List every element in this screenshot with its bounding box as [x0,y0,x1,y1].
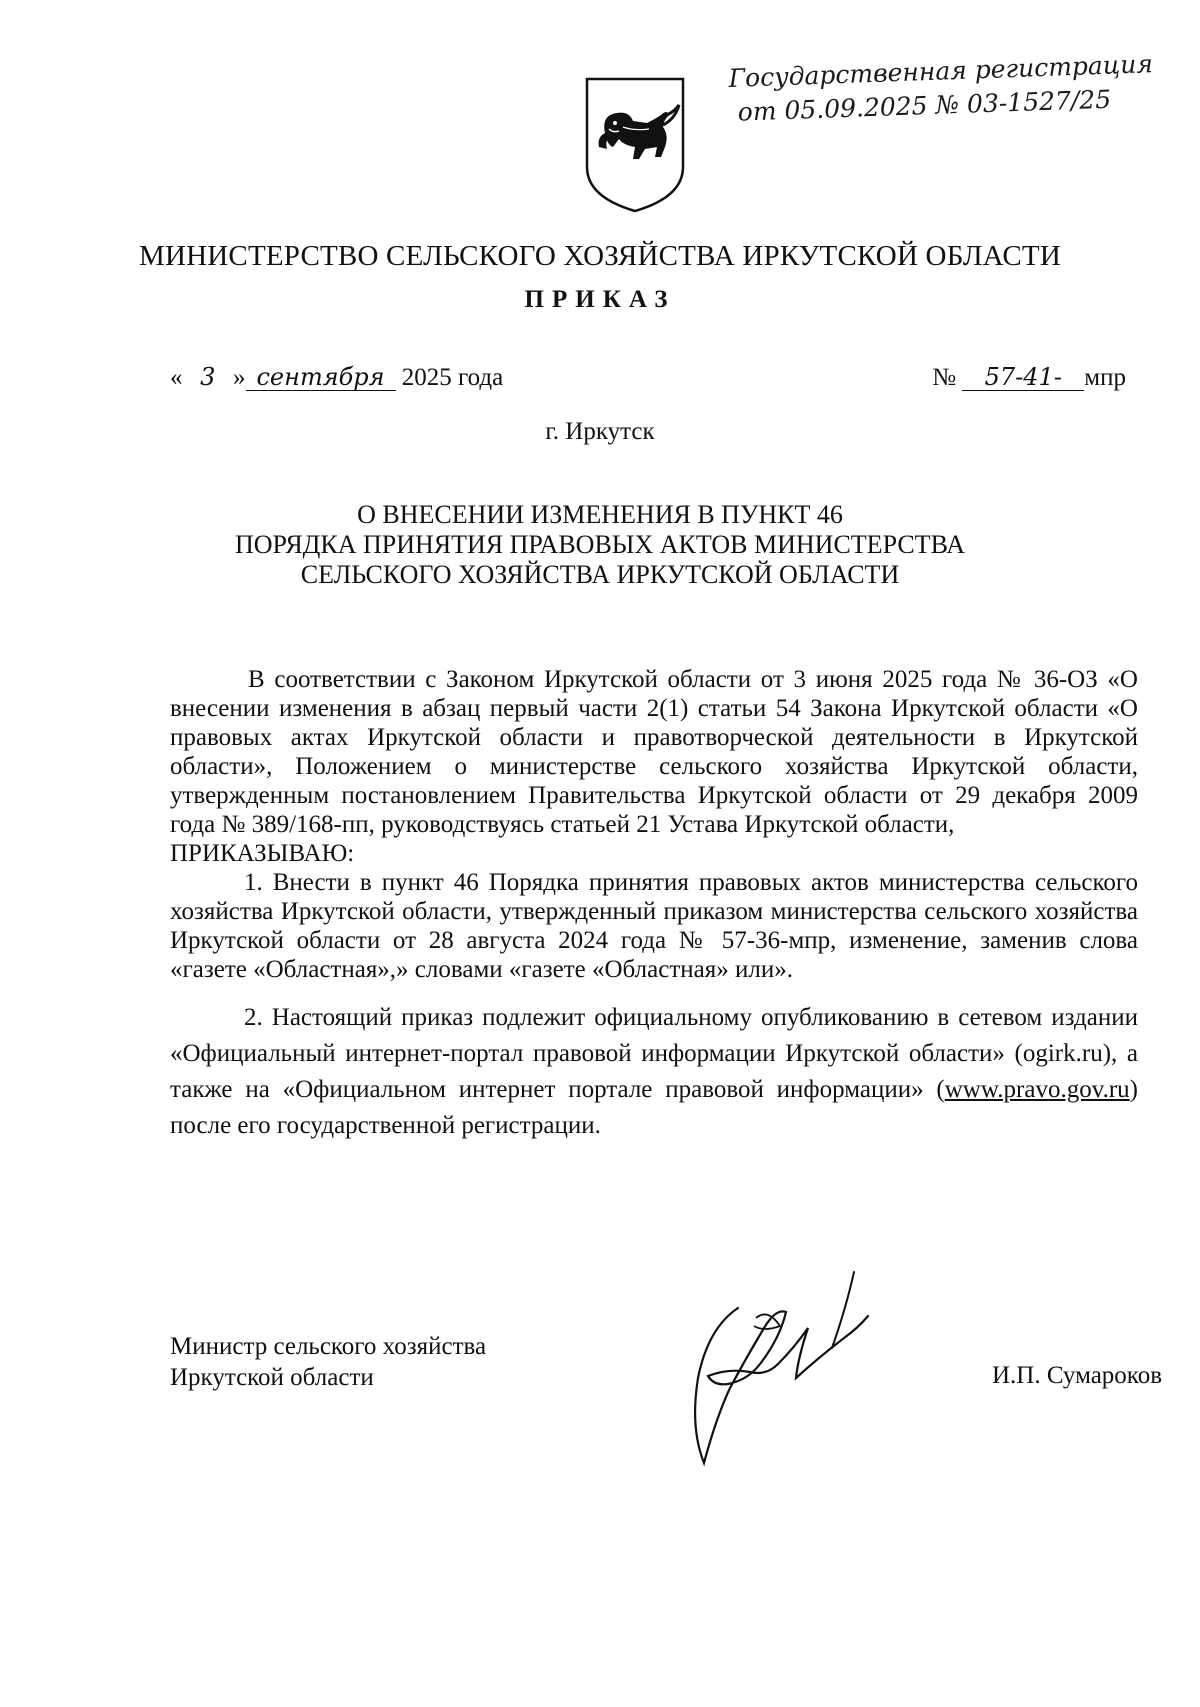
handwritten-signature-icon [668,1268,878,1468]
item-1: 1. Внести в пункт 46 Порядка принятия правовых актов министерства сельского хозяйства Иркутской области, утвержденный приказом министерства сельского хозяйства Иркутской области от 28 августа 2024 года № 57-36-мпр, изменение, заменив слова «газете «Областная»,» словами «газете «Областная» или». [170,869,1138,983]
number-suffix: мпр [1084,364,1126,391]
pravo-gov-link[interactable]: www.pravo.gov.ru [944,1076,1130,1103]
registration-note-line2: от 05.09.2025 № 03-1527/25 [737,84,1112,127]
quote-close: » [233,364,246,391]
signer-name: И.П. Сумароков [991,1362,1162,1389]
order-body [170,665,1138,1144]
item-2-text-b: ) после его государственной регистрации. [170,1076,1138,1139]
order-number [932,364,1126,392]
order-word: ПРИКАЗЫВАЮ: [170,840,355,867]
number-prefix: № [932,364,957,391]
order-subject [0,500,1200,590]
signer-title [170,1331,486,1393]
item-2 [170,1000,1138,1144]
subject-line1: О ВНЕСЕНИИ ИЗМЕНЕНИЯ В ПУНКТ 46 [357,500,843,529]
city: г. Иркутск [545,418,655,445]
order-month: сентября [246,364,396,391]
subject-line2: ПОРЯДКА ПРИНЯТИЯ ПРАВОВЫХ АКТОВ МИНИСТЕРСТВА [234,530,966,559]
ministry-name: МИНИСТЕРСТВО СЕЛЬСКОГО ХОЗЯЙСТВА ИРКУТСКОЙ ОБЛАСТИ [139,240,1061,272]
registration-note-line1: Государственная регистрация [728,49,1154,93]
quote-open: « [170,364,183,391]
subject-line3: СЕЛЬСКОГО ХОЗЯЙСТВА ИРКУТСКОЙ ОБЛАСТИ [300,560,900,589]
irkutsk-coat-of-arms-icon [583,75,687,215]
order-day: 3 [200,363,216,391]
preamble: В соответствии с Законом Иркутской области от 3 июня 2025 года № 36-ОЗ «О внесении изменения в абзац первый части 2(1) статьи 54 Закона Иркутской области «О правовых актах Иркутской области и правотворческой деятельности в Иркутской области», Положением о министерстве сельского хозяйства Иркутской области, утвержденным постановлением Правительства Иркутской области от 29 декабря 2009 года № 389/168-пп, руководствуясь статьей 21 Устава Иркутской области, [170,666,1138,838]
registration-note [728,47,1154,130]
item-2-text-a: 2. Настоящий приказ подлежит официальному опубликованию в сетевом издании «Официальный интернет-портал правовой информации Иркутской области» (ogirk.ru), а также на «Официальном интернет портале правовой информации» ( [170,1004,1138,1103]
order-date [170,364,503,392]
signer-title-line2: Иркутской области [170,1364,374,1391]
number-value: 57-41- [962,364,1084,391]
document-type: ПРИКАЗ [524,286,676,313]
order-year: 2025 года [401,364,504,391]
signer-title-line1: Министр сельского хозяйства [170,1333,487,1360]
